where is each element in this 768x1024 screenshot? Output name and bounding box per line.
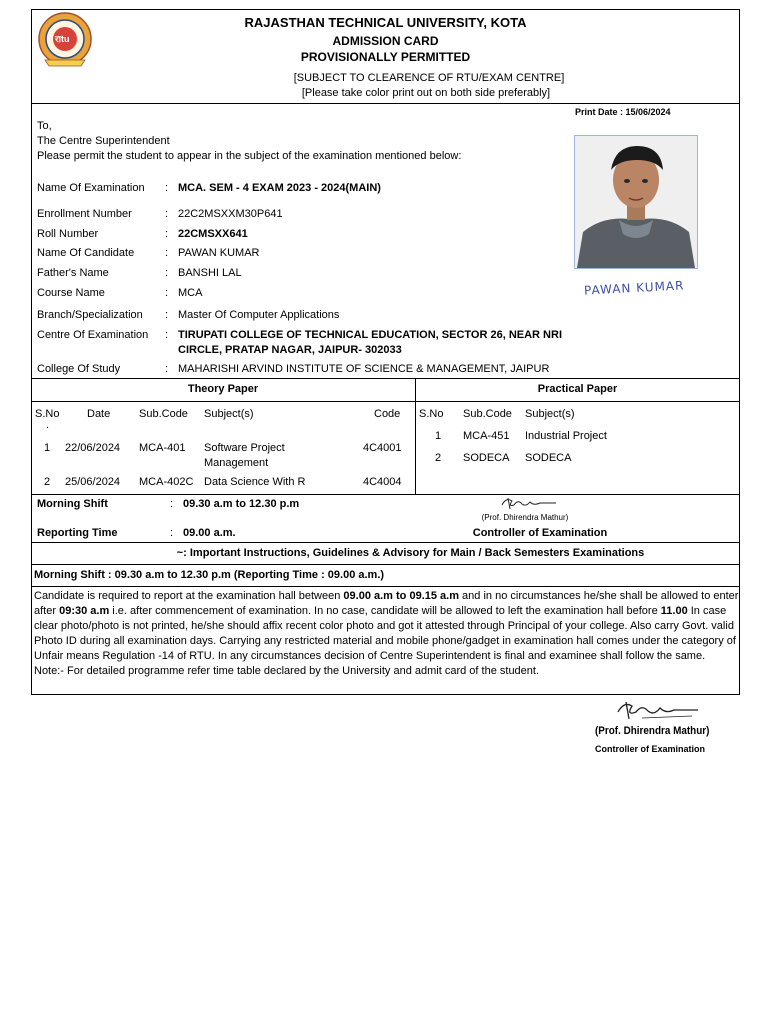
practical-row-2-subcode: SODECA [463,452,510,464]
exam-name-sep: : [165,182,169,194]
instructions-p1-a: Candidate is required to report at the examination hall between [34,590,344,602]
instructions-p1-f: 11.00 [660,605,688,617]
practical-row-1-subject: Industrial Project [525,430,607,442]
reporting-time-label: Reporting Time [37,527,118,539]
controller-signature-large [612,698,702,722]
controller-title-small: Controller of Examination [472,527,608,539]
father-name-value: BANSHI LAL [178,267,242,279]
theory-row-2-subcode: MCA-402C [139,476,194,488]
papers-top-divider [31,378,740,379]
course-value: MCA [178,287,203,299]
logo-text: राtu [55,34,70,44]
college-label: College Of Study [37,363,121,375]
theory-row-1-subcode: MCA-401 [139,442,186,454]
practical-paper-title: Practical Paper [537,383,618,395]
morning-shift-value: 09.30 a.m to 12.30 p.m [183,498,300,510]
instructions-p1-b: 09.00 a.m to 09.15 a.m [343,590,459,602]
candidate-photo [574,135,698,269]
theory-header-sno: S.No [35,408,60,420]
footer-controller-title: Controller of Examination [595,744,706,754]
theory-header-subcode: Sub.Code [139,408,188,420]
university-name: RAJASTHAN TECHNICAL UNIVERSITY, KOTA [244,15,527,30]
course-label: Course Name [37,287,105,299]
theory-paper-title: Theory Paper [187,383,259,395]
enrollment-value: 22C2MSXXM30P641 [178,208,283,220]
instructions-p1-e: i.e. after commencement of examination. In no case, candidate will be allowed to left the examination hall before [109,605,661,617]
theory-header-subject: Subject(s) [204,408,254,420]
candidate-name-label: Name Of Candidate [37,247,135,259]
practical-row-1-sno: 1 [435,430,442,442]
header-divider [31,103,740,104]
instructions-title-divider [31,564,740,565]
theory-header-code: Code [374,408,401,420]
roll-sep: : [165,228,169,240]
theory-row-2-sno: 2 [44,476,51,488]
theory-row-2-date: 25/06/2024 [65,476,121,488]
practical-header-subject: Subject(s) [525,408,575,420]
enrollment-sep: : [165,208,169,220]
reporting-time-sep: : [170,527,174,539]
course-sep: : [165,287,169,299]
papers-bottom-divider [31,494,740,495]
theory-row-2-subject-line1: Data Science With R [204,476,306,488]
theory-row-2-code: 4C4004 [363,476,402,488]
exam-name-label: Name Of Examination [37,182,145,194]
branch-label: Branch/Specialization [37,309,143,321]
exam-name-value: MCA. SEM - 4 EXAM 2023 - 2024(MAIN) [178,182,381,194]
instructions-shift-line: Morning Shift : 09.30 a.m to 12.30 p.m (Reporting Time : 09.00 a.m.) [34,569,385,581]
print-note: [Please take color print out on both side preferably] [301,87,551,99]
branch-sep: : [165,309,169,321]
instructions-paragraph [34,589,740,679]
theory-row-1-subject-line2: Management [204,457,269,469]
college-value: MAHARISHI ARVIND INSTITUTE OF SCIENCE & MANAGEMENT, JAIPUR [178,363,550,375]
practical-header-sno: S.No [419,408,444,420]
branch-value: Master Of Computer Applications [178,309,340,321]
roll-value: 22CMSXX641 [178,228,248,240]
footer-signer: (Prof. Dhirendra Mathur) [595,725,710,737]
instructions-p1-d: 09:30 a.m [59,605,110,617]
centre-sep: : [165,329,169,341]
college-sep: : [165,363,169,375]
theory-row-1-code: 4C4001 [363,442,402,454]
candidate-name-sep: : [165,247,169,259]
theory-header-date: Date [87,408,111,420]
father-name-label: Father's Name [37,267,109,279]
theory-dot: . [46,419,50,431]
instructions-p1-g: In case clear photo/photo is not printed, he/she should affix recent color photo and got it attested through Principal of your college. Also carry Govt. valid Photo ID during all examination days. Carrying any restricted material and mobile phone/gadget in examination hall comes under the category of Unfair means Regulation -14 of RTU. In any circumstances decision of Centre Superintendent is final and examinee shall follow the same. [34,605,736,662]
enrollment-label: Enrollment Number [37,208,132,220]
theory-row-1-date: 22/06/2024 [65,442,121,454]
address-to: To, [37,120,52,132]
father-name-sep: : [165,267,169,279]
instructions-p1-c: and in no circumstances he/she shall be allowed to enter after [34,590,739,617]
practical-row-2-subject: SODECA [525,452,572,464]
shift-line-divider [31,586,740,587]
theory-row-1-sno: 1 [44,442,51,454]
candidate-name-value: PAWAN KUMAR [178,247,260,259]
centre-label: Centre Of Examination [37,329,149,341]
address-request: Please permit the student to appear in the subject of the examination mentioned below: [37,150,462,162]
controller-signer-small: (Prof. Dhirendra Mathur) [481,513,569,522]
shift-bottom-divider [31,542,740,543]
candidate-signature: PAWAN KUMAR [583,278,685,298]
morning-shift-label: Morning Shift [37,498,108,510]
address-recipient: The Centre Superintendent [37,135,170,147]
instructions-note: Note:- For detailed programme refer time table declared by the University and admit card of the student. [34,665,540,677]
centre-value-line1: TIRUPATI COLLEGE OF TECHNICAL EDUCATION, SECTOR 26, NEAR NRI [178,329,563,341]
centre-value-line2: CIRCLE, PRATAP NAGAR, JAIPUR- 302033 [178,344,402,356]
roll-label: Roll Number [37,228,99,240]
reporting-time-value: 09.00 a.m. [183,527,236,539]
practical-row-2-sno: 2 [435,452,442,464]
practical-row-1-subcode: MCA-451 [463,430,510,442]
instructions-title: ~: Important Instructions, Guidelines & Advisory for Main / Back Semesters Examinations [176,547,645,559]
controller-signature-small [498,495,558,511]
print-date: Print Date : 15/06/2024 [575,107,671,117]
morning-shift-sep: : [170,498,174,510]
papers-header-divider [31,401,740,402]
permission-status: PROVISIONALLY PERMITTED [300,50,471,64]
card-title: ADMISSION CARD [332,34,439,48]
theory-row-1-subject-line1: Software Project [204,442,285,454]
clearance-note: [SUBJECT TO CLEARENCE OF RTU/EXAM CENTRE] [293,72,565,84]
practical-header-subcode: Sub.Code [463,408,512,420]
